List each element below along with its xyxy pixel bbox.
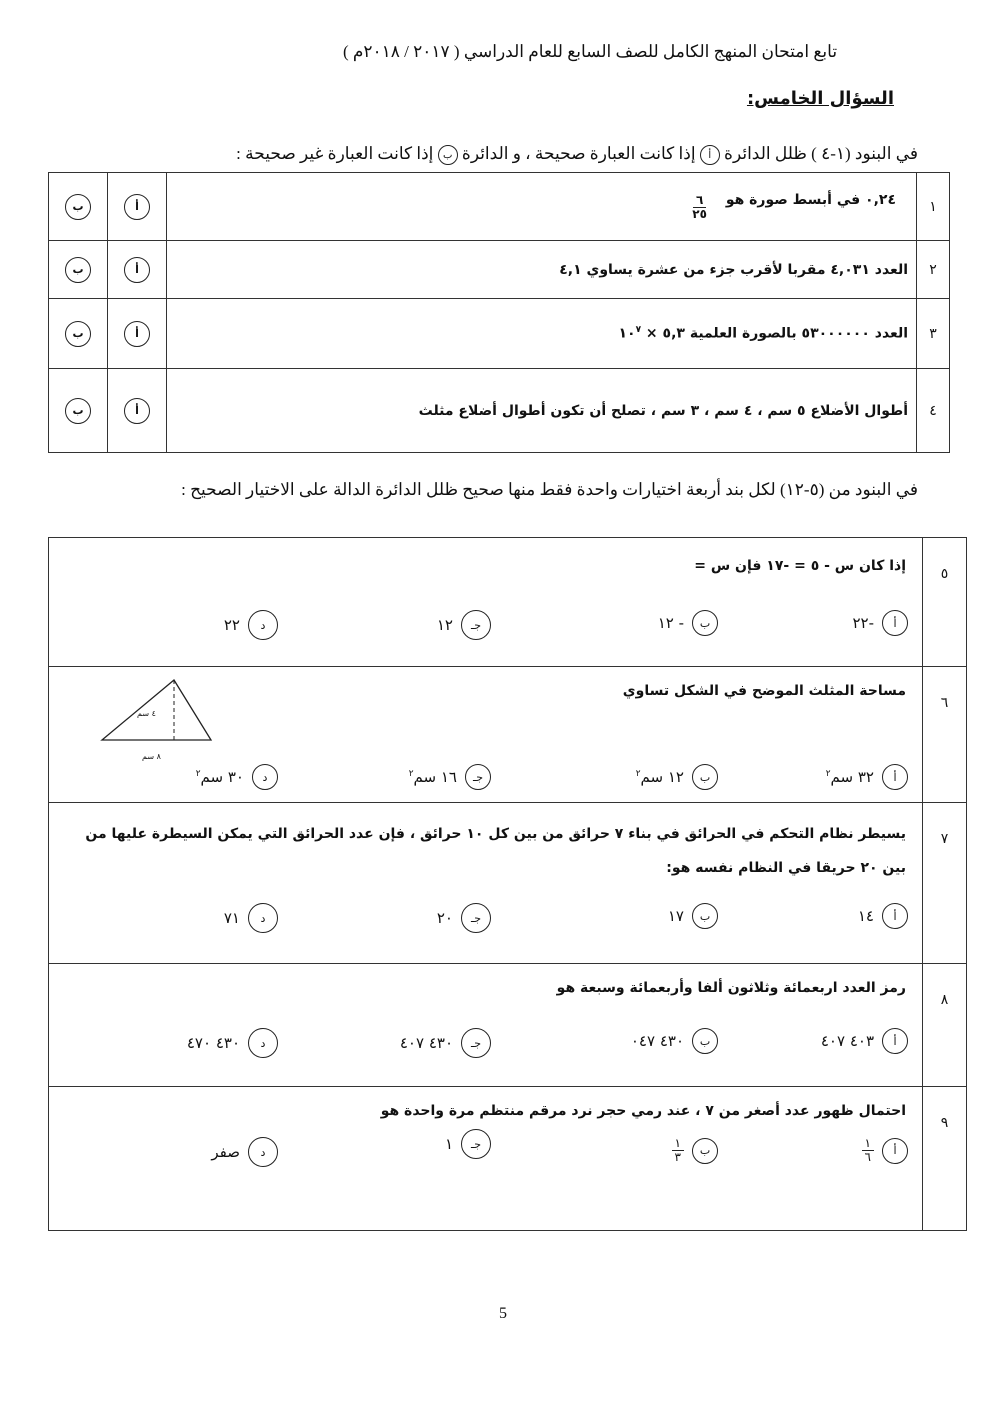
base-label: ٨ سم [142, 752, 161, 761]
item-text: أطوال الأضلاع ٥ سم ، ٤ سم ، ٣ سم ، تصلح أن تكون أطوال أضلاع مثلث [167, 369, 917, 453]
item-text [167, 299, 917, 369]
option-a-circle[interactable] [108, 369, 167, 453]
item-number: ١ [917, 173, 950, 241]
option-text: ٤٣٠ ٠٤٧ [630, 1032, 684, 1050]
circle-b-icon[interactable]: ب [692, 764, 718, 790]
option-b[interactable] [658, 610, 718, 636]
option-text [636, 768, 684, 786]
option-a[interactable] [862, 1137, 908, 1164]
numerator: ١ [862, 1137, 874, 1151]
exponent: ٧ [635, 325, 642, 336]
table-row [49, 299, 950, 369]
exponent: ٢ [408, 769, 414, 779]
option-a[interactable] [826, 764, 908, 790]
option-b-circle[interactable] [49, 299, 108, 369]
option-d[interactable] [224, 610, 278, 640]
question-text: رمز العدد اربعمائة وثلاثون ألفا وأربعمائة وسبعة هو [556, 980, 906, 996]
option-a-circle[interactable] [108, 299, 167, 369]
circle-c-icon[interactable]: جـ [461, 610, 491, 640]
circle-a-icon[interactable]: أ [124, 321, 150, 347]
option-text [196, 768, 244, 786]
option-text: صفر [211, 1143, 240, 1161]
option-value: ١٢ سم [640, 768, 684, 786]
option-b[interactable] [672, 1137, 718, 1164]
circle-b-icon[interactable]: ب [65, 194, 91, 220]
option-d[interactable] [211, 1137, 278, 1167]
option-c[interactable] [400, 1028, 491, 1058]
question-text: احتمال ظهور عدد أصغر من ٧ ، عند رمي حجر نرد مرقم منتظم مرة واحدة هو [380, 1103, 906, 1119]
circle-d-icon[interactable]: د [248, 903, 278, 933]
circle-a-icon[interactable]: أ [124, 257, 150, 283]
option-d[interactable] [196, 764, 278, 790]
question-text: إذا كان س - ٥ = -١٧ فإن س = [694, 558, 906, 574]
circle-a-icon[interactable]: أ [882, 1138, 908, 1164]
circle-b-icon[interactable]: ب [692, 1028, 718, 1054]
option-text: - ١٢ [657, 614, 684, 632]
question-row [49, 1087, 966, 1230]
option-a-circle[interactable] [108, 173, 167, 241]
instruction-text: إذا كانت العبارة غير صحيحة : [236, 144, 434, 163]
circle-a-icon[interactable]: أ [124, 398, 150, 424]
option-text: ١٤ [857, 907, 874, 925]
question-row [49, 803, 966, 964]
question-row [49, 964, 966, 1087]
circle-b-icon: ب [438, 145, 458, 165]
question-row [49, 538, 966, 667]
option-text: ١٧ [667, 907, 684, 925]
circle-d-icon[interactable]: د [252, 764, 278, 790]
circle-a-icon[interactable]: أ [882, 1028, 908, 1054]
option-c[interactable] [409, 764, 491, 790]
instruction-multiple-choice: في البنود من (٥-١٢) لكل بند أربعة اختيارات واحدة فقط منها صحيح ظلل الدائرة الدالة على الاختيار الصحيح : [181, 480, 918, 499]
page-number: 5 [499, 1305, 507, 1322]
question-text: يسيطر نظام التحكم في الحرائق في بناء ٧ حرائق من بين كل ١٠ حرائق ، فإن عدد الحرائق التي يمكن السيطرة عليها من بين ٢٠ حريقا في النظام نفسه هو: [85, 826, 906, 876]
numerator: ٦ [693, 194, 706, 208]
fraction [672, 1137, 684, 1164]
circle-d-icon[interactable]: د [248, 1028, 278, 1058]
circle-a-icon[interactable]: أ [882, 610, 908, 636]
instruction-true-false [236, 144, 918, 165]
option-b[interactable] [668, 903, 718, 929]
question-row [49, 667, 966, 803]
circle-b-icon[interactable]: ب [692, 610, 718, 636]
item-number: ٩ [922, 1087, 966, 1230]
multiple-choice-table [48, 537, 967, 1231]
exponent: ٢ [195, 769, 201, 779]
option-a[interactable] [852, 610, 908, 636]
circle-a-icon[interactable]: أ [882, 903, 908, 929]
statement: العدد ٥٣٠٠٠٠٠٠ بالصورة العلمية ٥,٣ × ١٠ [618, 325, 908, 342]
circle-b-icon[interactable]: ب [692, 1138, 718, 1164]
option-c[interactable] [437, 610, 491, 640]
circle-c-icon[interactable]: جـ [461, 903, 491, 933]
circle-d-icon[interactable]: د [248, 610, 278, 640]
item-number: ٧ [922, 803, 966, 963]
option-text: ١ [444, 1135, 453, 1153]
question-text: مساحة المثلث الموضح في الشكل تساوي [622, 683, 906, 699]
circle-b-icon[interactable]: ب [65, 257, 91, 283]
option-value: ٣٠ سم [200, 768, 244, 786]
option-b[interactable] [631, 1028, 718, 1054]
item-number: ٨ [922, 964, 966, 1086]
circle-c-icon[interactable]: جـ [461, 1028, 491, 1058]
item-number: ٦ [922, 667, 966, 802]
circle-a-icon[interactable]: أ [124, 194, 150, 220]
denominator: ٦ [864, 1150, 871, 1164]
option-text [409, 768, 457, 786]
denominator: ٣ [674, 1150, 681, 1164]
fraction [862, 1137, 874, 1164]
table-row [49, 241, 950, 299]
option-c[interactable] [437, 903, 491, 933]
exponent: ٢ [635, 769, 641, 779]
circle-b-icon[interactable]: ب [692, 903, 718, 929]
exponent: ٢ [825, 769, 831, 779]
circle-c-icon[interactable]: جـ [461, 1129, 491, 1159]
circle-c-icon[interactable]: جـ [465, 764, 491, 790]
table-row [49, 173, 950, 241]
option-b-circle[interactable] [49, 369, 108, 453]
item-number: ٤ [917, 369, 950, 453]
height-label: ٤ سم [137, 709, 156, 718]
fraction [692, 194, 707, 221]
item-number: ٣ [917, 299, 950, 369]
option-b[interactable] [636, 764, 718, 790]
item-text: العدد ٤,٠٣١ مقربا لأقرب جزء من عشرة يساوي ٤,١ [167, 241, 917, 299]
option-a[interactable] [821, 1028, 908, 1054]
option-value: ٣٢ سم [830, 768, 874, 786]
option-b-circle[interactable] [49, 241, 108, 299]
numerator: ١ [672, 1137, 684, 1151]
option-d[interactable] [187, 1028, 278, 1058]
option-a-circle[interactable] [108, 241, 167, 299]
option-text: -٢٢ [852, 614, 874, 632]
circle-b-icon[interactable]: ب [65, 398, 91, 424]
item-number: ٢ [917, 241, 950, 299]
statement: ٠,٢٤ في أبسط صورة هو [725, 192, 896, 208]
item-number: ٥ [922, 538, 966, 666]
table-row [49, 369, 950, 453]
circle-a-icon[interactable]: أ [882, 764, 908, 790]
circle-d-icon[interactable]: د [248, 1137, 278, 1167]
option-c[interactable] [445, 1129, 491, 1159]
option-text: ٢٠ [436, 909, 453, 927]
option-text [826, 768, 874, 786]
item-text [167, 173, 917, 241]
true-false-table [48, 172, 950, 453]
option-text: ٤٠٣ ٤٠٧ [820, 1032, 874, 1050]
instruction-text: في البنود (١-٤ ) ظلل الدائرة [724, 144, 918, 163]
denominator: ٢٥ [692, 207, 707, 221]
option-d[interactable] [224, 903, 278, 933]
section-title: السؤال الخامس: [746, 88, 894, 109]
exam-header: تابع امتحان المنهج الكامل للصف السابع للعام الدراسي ( ٢٠١٧ / ٢٠١٨م ) [342, 42, 838, 61]
circle-a-icon: أ [700, 145, 720, 165]
option-text: ٤٣٠ ٤٧٠ [186, 1034, 240, 1052]
option-text: ٤٣٠ ٤٠٧ [399, 1034, 453, 1052]
option-text: ٧١ [223, 909, 240, 927]
option-text: ٢٢ [223, 616, 240, 634]
option-text: ١٢ [436, 616, 453, 634]
instruction-text: إذا كانت العبارة صحيحة ، و الدائرة [461, 144, 696, 163]
option-value: ١٦ سم [413, 768, 457, 786]
circle-b-icon[interactable]: ب [65, 321, 91, 347]
option-a[interactable] [858, 903, 908, 929]
option-b-circle[interactable] [49, 173, 108, 241]
